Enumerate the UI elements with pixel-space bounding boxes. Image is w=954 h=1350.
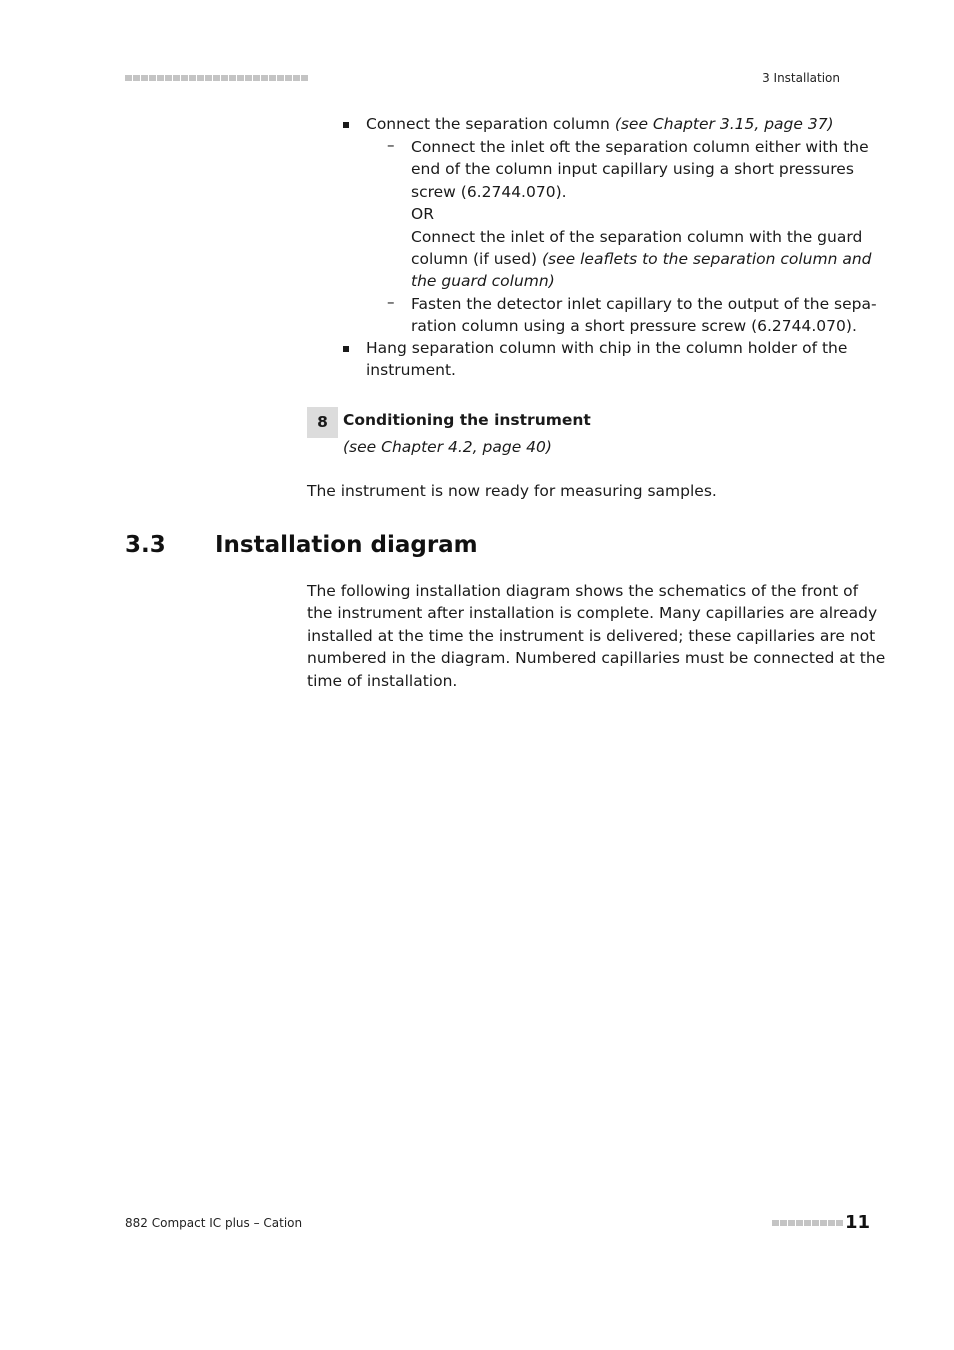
paragraph-line: the instrument after installation is complete. Many capillaries are already — [307, 604, 878, 623]
bullet-icon — [343, 346, 349, 352]
ready-text: The instrument is now ready for measuring samples. — [307, 482, 717, 500]
bullet-item — [366, 337, 847, 382]
page-number: 11 — [845, 1212, 871, 1233]
sub-item-line: Fasten the detector inlet capillary to the output of the sepa- — [411, 295, 877, 313]
header-decoration — [125, 75, 308, 81]
cross-reference: (see leaflets to the separation column and — [541, 250, 872, 269]
bullet-line: Hang separation column with chip in the column holder of the — [366, 339, 848, 357]
sub-item-line: ration column using a short pressure screw (6.2744.070). — [411, 317, 857, 336]
sub-item-line: screw (6.2744.070). — [411, 182, 567, 201]
sub-item-line — [411, 248, 872, 270]
step-reference: (see Chapter 4.2, page 40) — [343, 438, 552, 456]
bullet-item — [366, 113, 834, 135]
sub-item — [411, 293, 877, 338]
cross-reference: the guard column) — [411, 272, 555, 291]
sub-item-line: Connect the inlet oft the separation column either with the — [411, 138, 869, 156]
paragraph-line: The following installation diagram shows the schematics of the front of — [307, 582, 859, 600]
footer-decoration — [772, 1220, 843, 1226]
step-number-badge: 8 — [307, 407, 338, 438]
section-number: 3.3 — [125, 532, 166, 558]
sub-item — [411, 136, 872, 293]
dash-icon: – — [387, 293, 395, 311]
sub-item-line: end of the column input capillary using a short pressures — [411, 160, 854, 179]
bullet-line: instrument. — [366, 361, 456, 380]
paragraph-line: installed at the time the instrument is delivered; these capillaries are not — [307, 626, 876, 645]
cross-reference: (see Chapter 3.15, page 37) — [614, 115, 834, 133]
paragraph-line: time of installation. — [307, 671, 458, 690]
or-separator: OR — [411, 205, 434, 224]
sub-item-text: column (if used) — [411, 250, 542, 269]
paragraph-line: numbered in the diagram. Numbered capillaries must be connected at the — [307, 649, 886, 668]
footer-title: 882 Compact IC plus – Cation — [125, 1216, 303, 1230]
bullet-icon — [343, 122, 349, 128]
section-title: Installation diagram — [215, 532, 478, 558]
sub-item-line: Connect the inlet of the separation column with the guard — [411, 227, 863, 246]
bullet-text: Connect the separation column — [366, 115, 615, 133]
dash-icon: – — [387, 136, 395, 154]
section-paragraph — [307, 580, 885, 692]
step-title: Conditioning the instrument — [343, 411, 591, 429]
running-header: 3 Installation — [762, 71, 840, 85]
